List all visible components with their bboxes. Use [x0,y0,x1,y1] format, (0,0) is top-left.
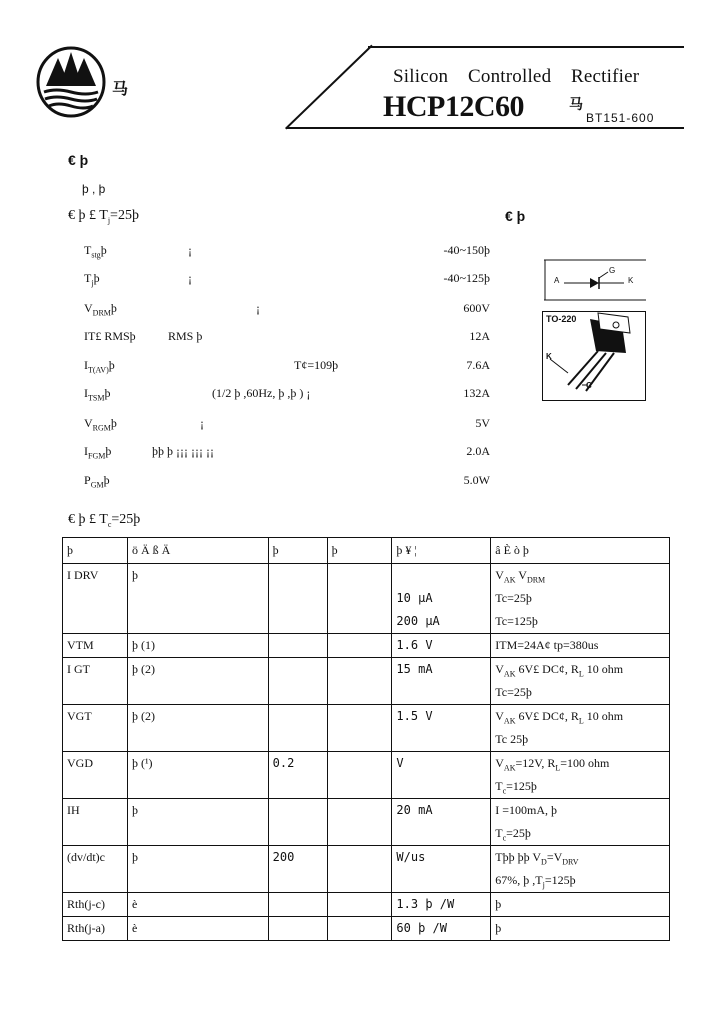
typ-cell [327,564,392,634]
max-rating-value: 600V [463,301,490,315]
condition-cell [127,705,268,752]
max-rating-symbol: $P_{GM}þ$ [84,473,110,490]
condition-cell [127,846,268,893]
test-condition-cell-line: 67%, þ $,T_j=125þ$ [495,873,576,890]
test-condition-cell-line: $T_c=25þ$ [495,826,531,843]
section1-line: þ , þ [82,182,106,196]
min-cell-line: 0.2 [272,756,295,770]
max-cell [392,564,491,634]
condition-cell [127,564,268,634]
min-cell [268,658,327,705]
typ-cell-line [332,705,388,728]
header-rule-top [368,46,684,48]
max-cell-line [396,564,486,587]
param-cell-line: VTM [67,638,94,652]
min-cell [268,564,327,634]
section1-heading: € þ [68,152,89,168]
package-heading: € þ [505,208,526,224]
max-cell [392,893,491,917]
max-cell-line: 200 µA [396,614,440,628]
header-diagonal [285,45,373,130]
test-condition-cell [491,846,670,893]
max-rating-symbol: $V_{DRM}þ$ [84,301,117,318]
condition-cell [127,917,268,941]
min-cell [268,893,327,917]
typ-cell-line [332,564,388,587]
typ-cell-line [332,799,388,822]
param-cell [63,799,128,846]
max-cell-line: 10 µA [396,591,433,605]
typ-cell-line [332,917,388,940]
table-row [63,564,670,634]
max-rating-symbol: $T_{stg}þ$ [84,243,107,260]
test-condition-cell-line: $V_{AK}$ $V_{DRM}$ [495,568,546,585]
table-row [63,752,670,799]
max-rating-condition: ¡ [200,416,204,430]
typ-cell-line [332,893,388,916]
circuit-cathode-label: K [628,276,634,285]
test-condition-cell [491,893,670,917]
min-cell [268,917,327,941]
max-cell-line: 15 mA [396,662,433,676]
min-cell-line [273,658,323,681]
condition-cell-line: þ (2) [131,709,155,723]
condition-cell [127,634,268,658]
test-condition-cell-line: þ [495,897,502,911]
min-cell-line [273,917,323,940]
min-cell-line [273,799,323,822]
title-word-3: Rectifier [571,66,640,87]
max-cell-line: 60 þ /W [396,921,447,935]
typ-cell-line [332,846,388,869]
logo-mark-text: 马 [112,81,129,98]
max-cell [392,634,491,658]
section3-heading-tail: =25þ [111,512,141,527]
header-cell: ö Ä ß Ä [127,538,268,564]
max-rating-condition: þþ þ ¡¡¡ ¡¡¡ ¡¡ [152,444,214,458]
max-rating-condition: ¡ [188,271,192,285]
part-suffix: 马 [569,96,583,112]
typ-cell [327,752,392,799]
max-rating-symbol: $V_{RGM}þ$ [84,416,117,433]
condition-cell-line: þ [131,850,138,864]
param-cell [63,752,128,799]
max-cell [392,799,491,846]
table-row [63,799,670,846]
min-cell-line [273,634,323,657]
table-row [63,846,670,893]
param-cell-line: (dv/dt)c [67,850,105,864]
max-cell-line: 1.6 V [396,638,433,652]
section3-heading-sub: c [107,519,112,529]
electrical-characteristics-table [62,537,670,941]
test-condition-cell [491,634,670,658]
condition-cell-line: è [131,921,138,935]
param-cell-line: VGD [67,756,93,770]
section2-heading [68,208,139,225]
test-condition-cell [491,705,670,752]
min-cell [268,846,327,893]
package-pin-c: C [586,381,592,390]
section3-heading-text: € þ £ T [68,512,108,527]
condition-cell-line: þ (¹) [131,756,153,770]
min-cell-line [273,705,323,728]
condition-cell-line: þ (2) [131,662,155,676]
max-cell-line: V [396,756,404,770]
test-condition-cell-line: ITM=24A¢ tp=380us [495,638,599,652]
max-rating-value: -40~150þ [443,243,490,257]
condition-cell-line: þ (1) [131,638,155,652]
typ-cell [327,799,392,846]
max-rating-value: 12A [469,329,490,343]
max-cell [392,917,491,941]
header-cell: þ [327,538,392,564]
typ-cell-line [332,752,388,775]
to220-package-box [542,311,646,401]
test-condition-cell-line: Tc=125þ [495,614,538,628]
typ-cell-line [332,634,388,657]
param-cell [63,846,128,893]
max-rating-symbol: $I_{T(AV)}þ$ [84,358,115,375]
max-cell [392,846,491,893]
condition-cell [127,658,268,705]
max-rating-value: 5.0W [463,473,490,487]
section3-heading [68,512,140,529]
typ-cell [327,917,392,941]
condition-cell-line: þ [131,568,138,582]
max-cell [392,705,491,752]
max-cell-line: W/us [396,850,426,864]
param-cell [63,658,128,705]
param-cell-line: I DRV [67,568,99,582]
company-logo [36,46,106,118]
table-row [63,917,670,941]
test-condition-cell [491,658,670,705]
max-rating-condition: ¡ [256,301,260,315]
test-condition-cell-line: $V_{AK}$ 6V£ DC¢, $R_L$ 10 ohm [495,662,624,679]
param-cell [63,705,128,752]
table-row [63,658,670,705]
min-cell [268,752,327,799]
max-rating-symbol: $T_jþ$ [84,271,100,288]
max-rating-value: 7.6A [466,358,490,372]
title-word-2: Controlled [468,66,552,87]
max-cell [392,658,491,705]
max-rating-value: 5V [475,416,490,430]
test-condition-cell [491,564,670,634]
test-condition-cell [491,752,670,799]
table-header-row [63,538,670,564]
title-word-1: Silicon [393,66,449,87]
table-row [63,705,670,752]
table-row [63,893,670,917]
header-cell: þ [63,538,128,564]
max-rating-value: 2.0A [466,444,490,458]
condition-cell-line: þ [131,803,138,817]
param-cell-line: I GT [67,662,90,676]
param-cell [63,893,128,917]
typ-cell [327,634,392,658]
max-rating-value: 132A [463,386,490,400]
header-rule-bottom [286,127,684,129]
typ-cell [327,705,392,752]
max-rating-condition: RMS þ [168,329,203,343]
min-cell [268,799,327,846]
part-number: HCP12C60 [383,90,524,123]
max-rating-symbol: $I_{TSM}þ$ [84,386,111,403]
param-cell [63,634,128,658]
header-cell: þ ¥ ¦ [392,538,491,564]
test-condition-cell-line: þ [495,921,502,935]
table-row [63,634,670,658]
min-cell-line [273,564,323,587]
param-cell-line: IH [67,803,80,817]
min-cell-line: 200 [272,850,295,864]
param-cell [63,564,128,634]
min-cell [268,634,327,658]
min-cell [268,705,327,752]
package-pin-k: K [546,352,552,361]
test-condition-cell [491,799,670,846]
max-rating-condition: ¡ [188,243,192,257]
section2-heading-sub: j [107,215,111,225]
header-cell: â È ò þ [491,538,670,564]
condition-cell [127,752,268,799]
param-cell-line: Rth(j-a) [67,921,105,935]
circuit-gate-label: G [609,266,616,275]
test-condition-cell-line: Tc=25þ [495,685,532,699]
section2-heading-tail: =25þ [110,208,139,223]
max-cell-line: 20 mA [396,803,433,817]
test-condition-cell-line: Tc=25þ [495,591,532,605]
condition-cell-line: è [131,897,138,911]
max-rating-symbol: $I_{FGM}þ$ [84,444,112,461]
test-condition-cell-line: I =100mA, þ [495,803,558,817]
test-condition-cell-line: $T_c=125þ$ [495,779,537,796]
max-rating-condition: (1/2 þ ,60Hz, þ ,þ ) ¡ [212,386,311,400]
min-cell-line [273,893,323,916]
test-condition-cell [491,917,670,941]
max-cell-line: 1.5 V [396,709,433,723]
param-cell [63,917,128,941]
typ-cell [327,846,392,893]
equivalent-part: BT151-600 [586,111,655,125]
package-name: TO-220 [546,314,577,324]
test-condition-cell-line: Tc 25þ [495,732,529,746]
condition-cell [127,799,268,846]
typ-cell [327,893,392,917]
typ-cell-line [332,658,388,681]
max-rating-symbol: IT£ RMSþ [84,329,136,343]
max-cell [392,752,491,799]
header-cell: þ [268,538,327,564]
param-cell-line: Rth(j-c) [67,897,105,911]
table-body [63,564,670,941]
typ-cell [327,658,392,705]
max-rating-value: -40~125þ [443,271,490,285]
max-rating-condition: T¢=109þ [294,358,339,372]
param-cell-line: VGT [67,709,92,723]
circuit-anode-label: A [554,276,560,285]
test-condition-cell-line: Tþþ þþ $V_D=V_{DRV}$ [495,850,579,867]
max-cell-line: 1.3 þ /W [396,897,455,911]
condition-cell [127,893,268,917]
test-condition-cell-line: $V_{AK}=12V$, $R_L=100$ ohm [495,756,610,773]
section2-heading-text: € þ £ T [68,208,108,223]
test-condition-cell-line: $V_{AK}$ 6V£ DC¢, $R_L$ 10 ohm [495,709,624,726]
